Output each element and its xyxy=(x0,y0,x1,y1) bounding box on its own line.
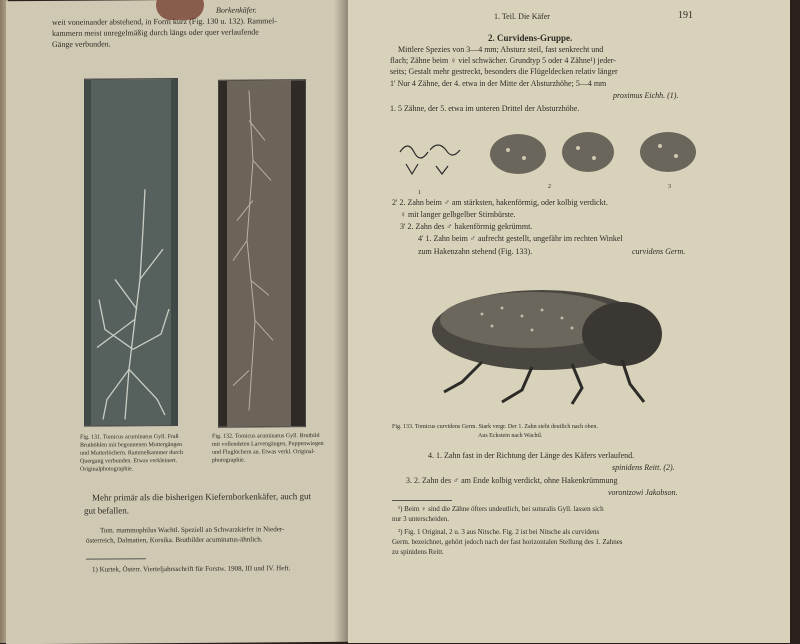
key-4-species: spinidens Reitt. (2). xyxy=(612,463,675,472)
intro-line-3: seits; Gestalt mehr gestreckt, besonders die Flügeldecken relativ länger xyxy=(390,67,618,76)
intro-line-1: Mittlere Spezies von 3—4 mm; Absturz steil, fast senkrecht und xyxy=(398,45,604,54)
right-footnote-rule xyxy=(392,500,452,501)
left-top-line-1: weit voneinander abstehend, in Form kurz (Fig. 130 u. 132). Rammel- xyxy=(52,16,277,27)
footnote-1-line-2: nur 3 unterscheiden. xyxy=(392,515,449,523)
beetle-illustration xyxy=(422,272,672,417)
key-3-line-4: 4' 1. Zahn beim ♂ aufrecht gestellt, ungefähr im rechten Winkel xyxy=(418,234,623,243)
section-title: 2. Curvidens-Gruppe. xyxy=(488,33,573,43)
left-top-line-2: kammern meist unregelmäßig durch längs oder quer verlaufende xyxy=(52,27,259,38)
right-page xyxy=(348,0,790,643)
fig-label-2: 2 xyxy=(548,184,551,190)
key-3-line-1: 2' 2. Zahn beim ♂ am stärksten, hakenförmig, oder kolbig verdickt. xyxy=(392,198,608,207)
key-3-line-3: 3' 2. Zahn des ♂ hakenförmig gekrümmt. xyxy=(400,222,533,231)
fig-label-1: 1 xyxy=(418,190,421,196)
left-top-line-3: Gänge verbunden. xyxy=(52,39,111,49)
footnote-1-line-1: ¹) Beim ♀ sind die Zähne öfters undeutlich, bei suturalis Gyll. lassen sich xyxy=(398,505,604,513)
intro-line-2: flach; Zähne beim ♀ viel schwächer. Grundtyp 5 oder 4 Zähne¹) jeder- xyxy=(390,56,616,65)
key-5: 3. 2. Zahn des ♂ am Ende kolbig verdickt, ohne Hakenkrümmung xyxy=(406,476,618,485)
figure-132-caption: Fig. 132. Tomicus acuminatus Gyll. Brutbild mit vollendeten Larvengängen, Puppenwiegen und Fluglöchern an. Etwas verkl. Original- photographie. xyxy=(212,433,324,464)
bark-photo-fig132 xyxy=(218,79,306,428)
right-page-header: 1. Teil. Die Käfer xyxy=(494,12,550,21)
left-footnote: 1) Kurtek, Österr. Vierteljahrsschrift für Forstw. 1908, III und IV. Heft. xyxy=(92,564,291,574)
left-note-line-2: österreich, Dalmatien, Korsika. Brutbilder acuminatus-ähnlich. xyxy=(86,535,263,545)
fig-label-3: 3 xyxy=(668,184,671,190)
beetle-caption-2: Aus Eckstein nach Wachtl. xyxy=(478,433,543,439)
left-body-line-2: gut befallen. xyxy=(84,505,129,516)
footnote-rule xyxy=(86,558,146,559)
footnote-2-line-3: zu spinidens Reitt. xyxy=(392,548,444,556)
left-note-line-1: Tom. mammophilus Wachtl. Speziell an Schwarzkiefer in Nieder- xyxy=(100,525,285,535)
footnote-2-line-1: ²) Fig. 1 Original, 2 u. 3 aus Nitsche. Fig. 2 ist bei Nitsche als curvidens xyxy=(398,528,600,536)
page-number: 191 xyxy=(678,10,693,21)
bark-photo-fig131 xyxy=(84,78,178,427)
footnote-2-line-2: Germ. bezeichnet, gehört jedoch nach der fast horizontalen Stellung des 1. Zahnes xyxy=(392,538,623,546)
key-3-line-5: zum Hakenzahn stehend (Fig. 133). xyxy=(418,247,533,256)
beetle-caption-1: Fig. 133. Tomicus curvidens Germ. Stark vergr. Der 1. Zahn steht deutlich nach oben. xyxy=(392,424,598,430)
key-4: 4. 1. Zahn fast in der Richtung der Länge des Käfers verlaufend. xyxy=(428,451,635,460)
left-page xyxy=(6,0,348,644)
left-page-header: Borkenkäfer. xyxy=(216,5,257,15)
key-3-species: curvidens Germ. xyxy=(632,247,686,256)
key-3-line-2: ♀ mit langer gelbgelber Stirnbürste. xyxy=(400,210,516,219)
key-1: 1' Nur 4 Zähne, der 4. etwa in der Mitte der Absturzhöhe; 5—4 mm xyxy=(390,79,607,88)
key-1-species: proximus Eichh. (1). xyxy=(613,91,679,100)
key-5-species: vorontzowi Jakobson. xyxy=(608,488,678,497)
left-body-line-1: Mehr primär als die bisherigen Kiefernborkenkäfer, auch gut xyxy=(92,491,312,503)
key-2: 1. 5 Zähne, der 5. etwa im unteren Drittel der Absturzhöhe. xyxy=(390,104,580,113)
figure-131-caption: Fig. 131. Tomicus acuminatus Gyll. Fraß Bruthöhlen mit begonnenen Muttergängen und Mutterlöchern. Rammelkammer durch Quergang verbunden. Etwas verkleinert. Originalphotographie. xyxy=(80,433,183,473)
